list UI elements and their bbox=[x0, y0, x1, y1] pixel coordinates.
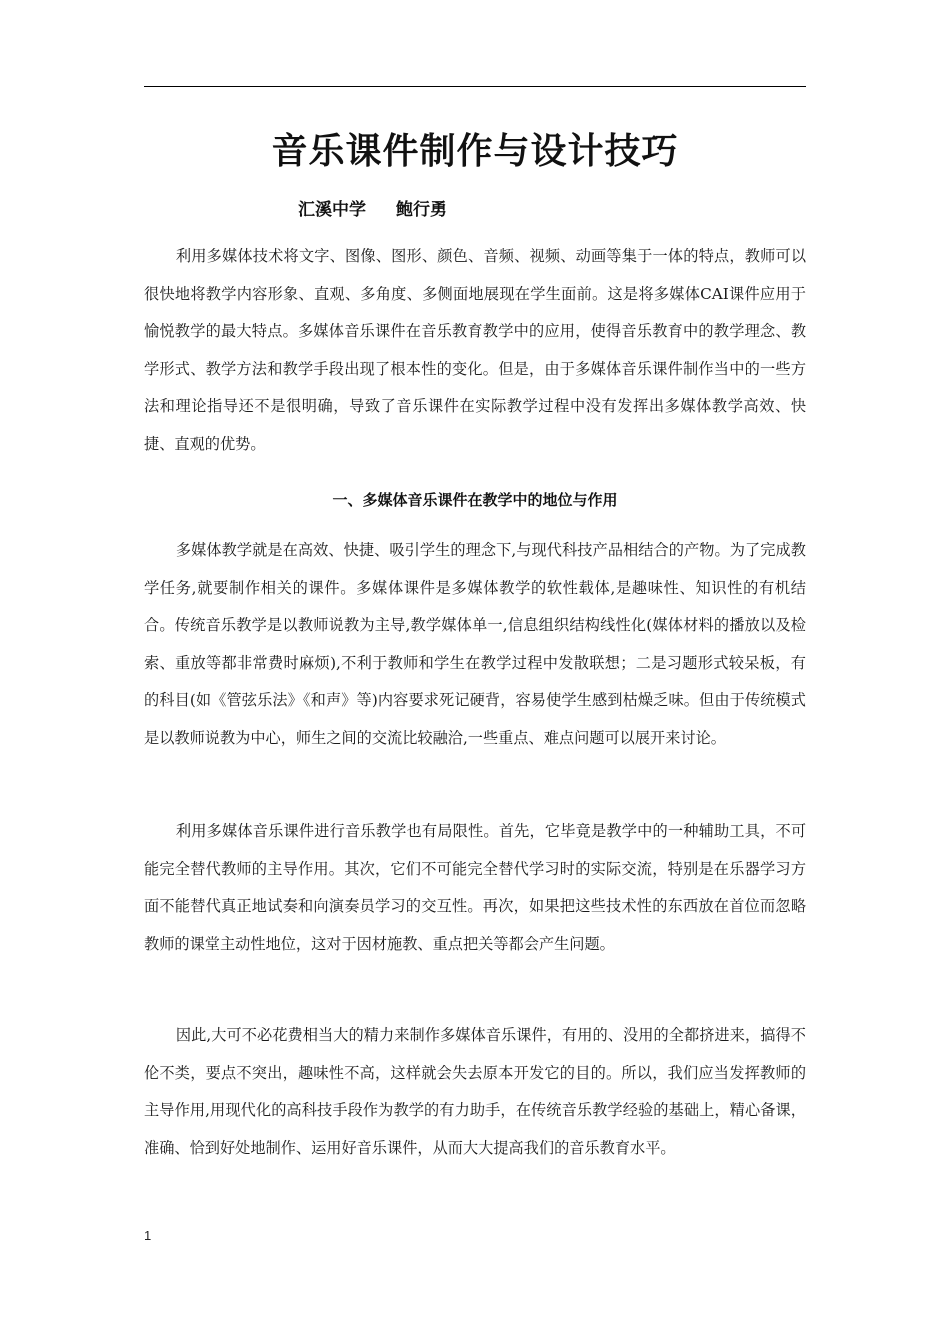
body-paragraph: 利用多媒体音乐课件进行音乐教学也有局限性。首先，它毕竟是教学中的一种辅助工具，不可能完全替代教师的主导作用。其次，它们不可能完全替代学习时的实际交流，特别是在乐器学习方面不能替代真正地试奏和向演奏员学习的交互性。再次，如果把这些技术性的东西放在首位而忽略教师的课堂主动性地位，这对于因材施教、重点把关等都会产生问题。 bbox=[144, 822, 806, 953]
section-heading: 一、多媒体音乐课件在教学中的地位与作用 bbox=[332, 491, 618, 509]
header-rule bbox=[144, 86, 806, 87]
byline-author: 鲍行勇 bbox=[396, 200, 447, 220]
intro-paragraph: 利用多媒体技术将文字、图像、图形、颜色、音频、视频、动画等集于一体的特点，教师可以很快地将教学内容形象、直观、多角度、多侧面地展现在学生面前。这是将多媒体CAI课件应用于愉悦教学的最大特点。多媒体音乐课件在音乐教育教学中的应用，使得音乐教育中的教学理念、教学形式、教学方法和教学手段出现了根本性的变化。但是，由于多媒体音乐课件制作当中的一些方法和理论指导还不是很明确，导致了音乐课件在实际教学过程中没有发挥出多媒体教学高效、快捷、直观的优势。 bbox=[144, 247, 806, 453]
byline-school: 汇溪中学 bbox=[298, 200, 366, 220]
byline bbox=[298, 196, 447, 224]
page-number: 1 bbox=[144, 1228, 152, 1243]
document-title: 音乐课件制作与设计技巧 bbox=[271, 131, 679, 172]
body-paragraph: 因此,大可不必花费相当大的精力来制作多媒体音乐课件，有用的、没用的全都挤进来，搞得不伦不类，要点不突出，趣味性不高，这样就会失去原本开发它的目的。所以，我们应当发挥教师的主导作用,用现代化的高科技手段作为教学的有力助手，在传统音乐教学经验的基础上，精心备课，准确、恰到好处地制作、运用好音乐课件，从而大大提高我们的音乐教育水平。 bbox=[144, 1026, 806, 1157]
body-paragraph: 多媒体教学就是在高效、快捷、吸引学生的理念下,与现代科技产品相结合的产物。为了完成教学任务,就要制作相关的课件。多媒体课件是多媒体教学的软性载体,是趣味性、知识性的有机结合。传统音乐教学是以教师说教为主导,教学媒体单一,信息组织结构线性化(媒体材料的播放以及检索、重放等都非常费时麻烦),不利于教师和学生在教学过程中发散联想；二是习题形式较呆板，有的科目(如《管弦乐法》《和声》等)内容要求死记硬背，容易使学生感到枯燥乏味。但由于传统模式是以教师说教为中心，师生之间的交流比较融洽,一些重点、难点问题可以展开来讨论。 bbox=[144, 541, 806, 747]
